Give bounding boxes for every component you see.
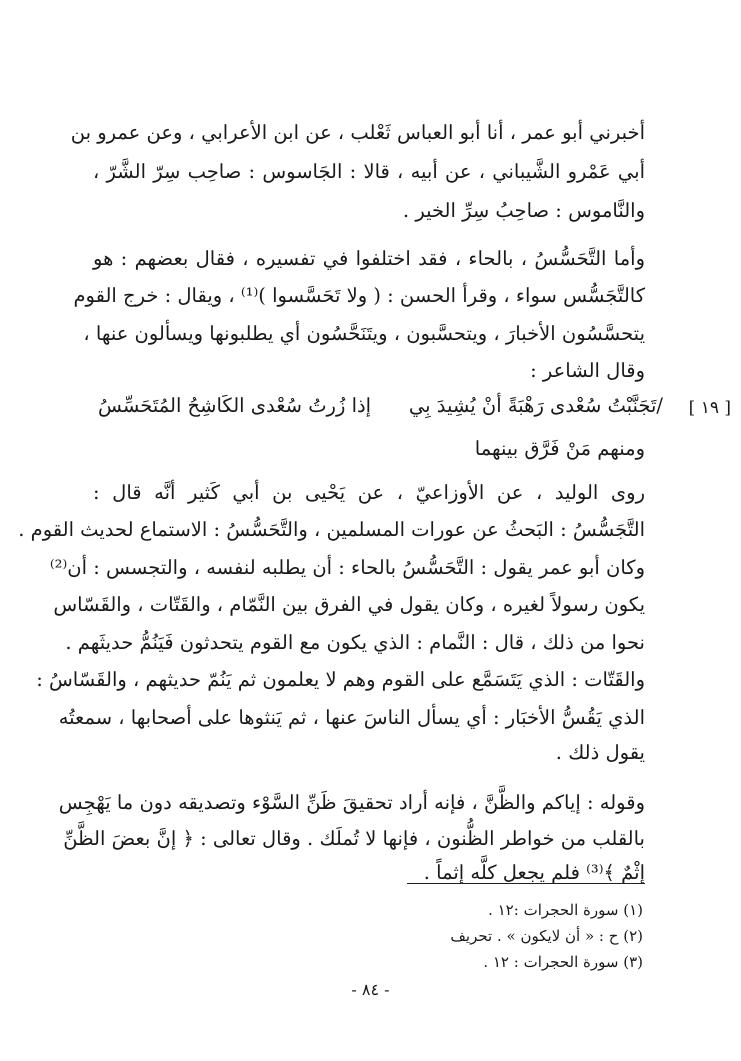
footnote-text: سورة الحجرات : ١٢ . [483, 953, 619, 971]
text-line: يقول ذلك . [555, 741, 645, 764]
text-line: وأما التَّحَسُّسُ ، بالحاء ، فقد اختلفوا في تفسيره ، فقال بعضهم : هو [93, 247, 645, 270]
verse-right-hemistich: /تَجَنَّبْتُ سُعْدى رَهْبَةً أنْ يُشِيدَ بِي [408, 394, 663, 417]
text-line: التَّجَسُّسُ : البَحثُ عن عورات المسلمين ، والتَّحَسُّسُ : الاستماع لحديث القوم . [18, 518, 645, 541]
footnote-text: ح : « أن لايكون » . تحريف [450, 927, 619, 945]
footnote-number: (٣) [623, 953, 643, 971]
text-line: إثْمٌ ﴾⁽³⁾ فلم يجعل كلَّه إثماً . [423, 861, 645, 884]
text-line: وقال الشاعر : [530, 359, 645, 382]
text-line: ومنهم مَنْ فَرَّق بينهما [474, 437, 645, 460]
page-number: - ٨٤ - [351, 980, 390, 999]
text-line: يكون رسولاً لغيره ، وكان يقول في الفرق بين النَّمّام ، والقَتّات ، والقَسّاس [53, 593, 645, 616]
footnote [450, 927, 643, 945]
footnote-number: (١) [623, 901, 643, 919]
text-line: كالتَّجَسُّس سواء ، وقرأ الحسن : ( ولا تَحَسَّسوا )⁽¹⁾ ، ويقال : خرج القوم [73, 284, 645, 307]
text-line: يتحسَّسُون الأخبارَ ، ويتحسَّبون ، ويتَنَحَّسُون أي يطلبونها ويسألون عنها ، [83, 322, 645, 345]
text-line: أخبرني أبو عمر ، أنا أبو العباس ثَعْلب ، عن ابن الأعرابي ، وعن عمرو بن [70, 121, 645, 144]
text-line: أبي عَمْرو الشَّيباني ، عن أبيه ، قالا : الجَاسوس : صاحِب سِرّ الشَّرّ ، [93, 160, 645, 183]
footnote [488, 901, 643, 919]
text-line: الذي يَقُسُّ الأخبَار : أي يسأل الناسَ عنها ، ثم يَنثوها على أصحابها ، سمعتُه [58, 706, 645, 729]
text-line: والقَتّات : الذي يَتَسَمَّع على القوم وهم لا يعلمون ثم يَنُمّ حديثهم ، والقَسّاسُ : [36, 668, 645, 691]
text-line: روى الوليد ، عن الأوزاعيّ ، عن يَحْيى بن أبي كَثير أنَّه قال : [93, 481, 645, 504]
footnote [483, 953, 643, 971]
text-line: نحوا من ذلك ، قال : النَّمام : الذي يكون مع القوم يتحدثون فَيَنُمُّ حديثَهم . [65, 631, 645, 654]
footnote-number: (٢) [623, 927, 643, 945]
text-line: بالقلب من خواطر الظُّنون ، فإنها لا تُملَك . وقال تعالى : ﴿ إنَّ بعضَ الظَّنِّ [63, 827, 645, 850]
verse-left-hemistich: إذا زُرتُ سُعْدى الكَاشِحُ المُتَحَسِّسُ [98, 394, 372, 417]
footnote-text: سورة الحجرات :١٢ . [488, 901, 619, 919]
text-line: والنَّاموس : صاحِبُ سِرِّ الخير . [402, 199, 645, 222]
text-line: وقوله : إياكم والظَّنَّ ، فإنه أراد تحقيقَ ظَنِّ السَّوْء وتصديقه دون ما يَهْجِس [58, 791, 645, 814]
footnote-separator [407, 883, 645, 884]
verse-number: [ ١٩ ] [688, 398, 731, 418]
text-line: وكان أبو عمر يقول : التَّحَسُّسُ بالحاء : أن يطلبه لنفسه ، والتجسس : أن⁽²⁾ [49, 556, 645, 579]
